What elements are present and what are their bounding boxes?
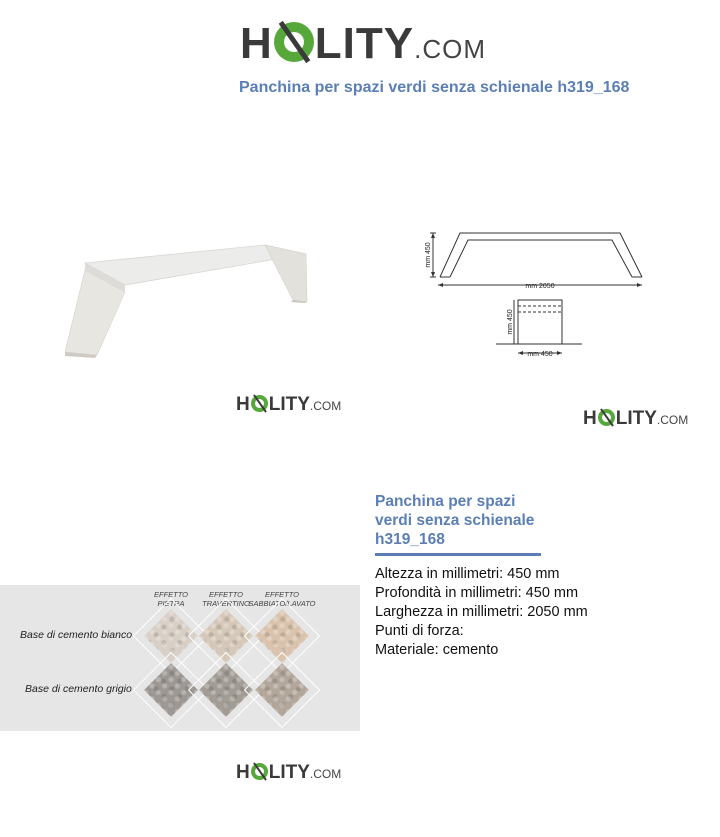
holity-logo-small bbox=[236, 393, 341, 416]
product-specs bbox=[375, 565, 588, 660]
finish-column-name: TRAVERTINO bbox=[202, 599, 250, 608]
product-title bbox=[375, 492, 555, 549]
spec-height: Altezza in millimetri: 450 mm bbox=[375, 566, 560, 582]
finish-column-label: EFFETTO bbox=[153, 590, 189, 599]
finish-column-label: EFFETTO bbox=[208, 590, 244, 599]
spec-material: Materiale: cemento bbox=[375, 642, 499, 658]
logo-o-icon bbox=[251, 395, 268, 412]
spec-depth: Profondità in millimetri: 450 mm bbox=[375, 585, 579, 601]
finish-row-label: Base di cemento bianco bbox=[20, 629, 133, 641]
page-title: Panchina per spazi verdi senza schienale h319_168 bbox=[239, 79, 630, 96]
depth-width-label: mm 450 bbox=[527, 351, 553, 358]
logo-suffix: .COM bbox=[656, 413, 689, 427]
technical-drawing bbox=[420, 222, 650, 362]
bench-product-image bbox=[55, 240, 315, 365]
logo-h: H bbox=[583, 408, 597, 429]
holity-logo-small bbox=[583, 407, 688, 430]
holity-logo-small bbox=[236, 761, 341, 784]
logo-lity: LITY bbox=[314, 19, 415, 68]
product-title-line: Panchina per spazi bbox=[375, 493, 516, 510]
logo-h: H bbox=[236, 394, 250, 415]
logo-lity: LITY bbox=[615, 408, 657, 429]
logo-o-icon bbox=[274, 22, 314, 62]
logo-suffix: .COM bbox=[414, 34, 486, 64]
depth-height-label: mm 450 bbox=[507, 309, 514, 335]
finish-column-name: SABBIATO/LAVATO bbox=[248, 599, 316, 608]
logo-h: H bbox=[236, 762, 250, 783]
logo-lity: LITY bbox=[268, 762, 310, 783]
title-underline bbox=[375, 553, 541, 556]
logo-h: H bbox=[240, 19, 273, 68]
product-title-line: verdi senza schienale bbox=[375, 512, 535, 529]
finishes-panel bbox=[0, 585, 360, 731]
swatch-grey-sandblasted[interactable] bbox=[255, 663, 309, 717]
finish-column-name: PIETRA bbox=[157, 599, 185, 608]
logo-suffix: .COM bbox=[309, 399, 342, 413]
width-dimension-label: mm 2050 bbox=[525, 283, 555, 290]
finish-column-label: EFFETTO bbox=[264, 590, 300, 599]
spec-width: Larghezza in millimetri: 2050 mm bbox=[375, 604, 588, 620]
spec-strengths: Punti di forza: bbox=[375, 623, 464, 639]
height-dimension-label: mm 450 bbox=[425, 242, 432, 268]
logo-suffix: .COM bbox=[309, 767, 342, 781]
logo-o-icon bbox=[251, 763, 268, 780]
product-title-line: h319_168 bbox=[375, 531, 445, 548]
logo-lity: LITY bbox=[268, 394, 310, 415]
holity-logo[interactable] bbox=[240, 18, 486, 69]
finish-row-label: Base di cemento grigio bbox=[25, 683, 132, 695]
logo-o-icon bbox=[598, 409, 615, 426]
